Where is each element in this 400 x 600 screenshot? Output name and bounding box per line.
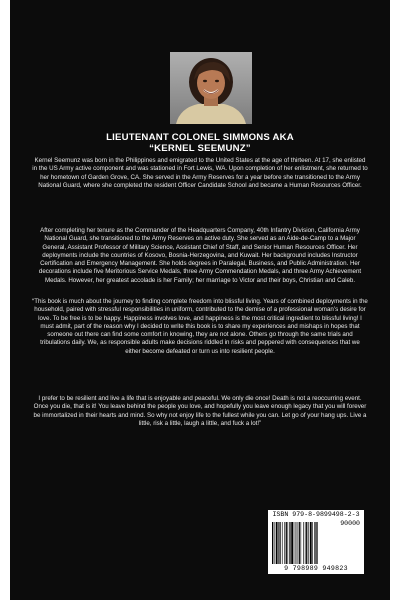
isbn-text: ISBN 979-8-9899498-2-3 bbox=[272, 511, 360, 518]
barcode-bar bbox=[276, 522, 278, 564]
barcode-bar bbox=[279, 522, 280, 564]
price-code: 90000 bbox=[340, 520, 360, 527]
barcode-bar bbox=[297, 522, 298, 564]
barcode-bar bbox=[301, 522, 302, 564]
barcode-bar bbox=[294, 522, 295, 564]
bio-paragraph-3: “This book is much about the journey to finding complete freedom into blissful living. Years of combined deployments in the household, paired with stressful responsibilities in uniform, contributed to the demise of a professional woman’s desire for love. To be free is to be happy. Happiness involves love, and happiness is the most critical ingredient to blissful living! I must admit, part of the reason why I decided to write this book is to share my experiences and mishaps in hopes that someone out there can find some comfort in knowing, they are not alone. Others go through the same trials and tribulations daily. We, as responsible adults make decisions riddled in risks and peppered with consequences that we either become defeated or turn us into resilient people. bbox=[32, 298, 368, 355]
barcode-bar bbox=[306, 522, 307, 564]
barcode-bar bbox=[278, 522, 279, 564]
back-cover bbox=[10, 0, 390, 600]
barcode-bar bbox=[286, 522, 287, 564]
barcode-bar bbox=[288, 522, 289, 564]
barcode-bar bbox=[315, 522, 316, 564]
bio-paragraph-4: I prefer to be resilient and live a life that is enjoyable and peaceful. We only die once! Death is not a reoccurring event. Once you die, that is it! You leave behind the people you love, and hopefully you leave enough legacy that you will forever be immortalized in their hearts and mind. So why not enjoy life to the fullest while you can. Let go of your hang ups. Live a little, risk a little, laugh a little, and fuck a lot!” bbox=[33, 395, 367, 427]
barcode-digits: 9 798989 949823 bbox=[284, 565, 348, 572]
bio-paragraph-2: After completing her tenure as the Commander of the Headquarters Company, 40th Infantry Division, California Army National Guard, she transitioned to the Army Reserves on active duty. She served as an Aide-de-Camp to a Major General, Assistant Professor of Military Science, Assistant Chief of Staff, and Senior Human Resources Officer. Her deployments include the countries of Kosovo, Bosnia-Herzegovina, and Kuwait. Her background includes Instructor Certification and Emergency Management. She holds degrees in Paralegal, Business, and Public Administration. Her decorations include five Meritorious Service Medals, three Army Commendation Medals, and three Army Achievement Medals. However, her greatest accolade is her Family; her marriage to Victor and their boys, Christian and Caleb. bbox=[38, 227, 362, 284]
author-photo bbox=[170, 52, 252, 124]
barcode-bar bbox=[310, 522, 312, 564]
barcode-bar bbox=[303, 522, 304, 564]
author-portrait-image bbox=[170, 52, 252, 124]
bio-paragraph-1: Kernel Seemunz was born in the Philippines and emigrated to the United States at the age of thirteen. At 17, she enlisted in the US Army active component and was stationed in Fort Lewis, WA. Upon completion of her enlistment, she returned to her hometown of Garden Grove, CA. She served in the Army Reserves for a year before she transitioned to the Army National Guard, where she completed the resident Officer Candidate School and became a Human Resources Officer. bbox=[32, 157, 368, 189]
author-title bbox=[10, 132, 390, 154]
barcode-bar bbox=[289, 522, 290, 564]
barcode-bar bbox=[314, 522, 315, 564]
barcode-bar bbox=[317, 522, 318, 564]
author-title-line1: LIEUTENANT COLONEL SIMMONS AKA bbox=[106, 132, 294, 143]
author-title-line2: “KERNEL SEEMUNZ” bbox=[149, 143, 251, 154]
barcode-bar bbox=[299, 522, 300, 564]
barcode-bar bbox=[296, 522, 297, 564]
barcode-bar bbox=[282, 522, 283, 564]
barcode-bar bbox=[312, 522, 313, 564]
isbn-barcode bbox=[268, 510, 364, 574]
barcode-bar bbox=[305, 522, 306, 564]
barcode-bar bbox=[272, 522, 273, 564]
barcode-bar bbox=[308, 522, 309, 564]
barcode-bars bbox=[272, 522, 336, 564]
barcode-bar bbox=[291, 522, 293, 564]
barcode-bar bbox=[284, 522, 285, 564]
barcode-bar bbox=[274, 522, 275, 564]
